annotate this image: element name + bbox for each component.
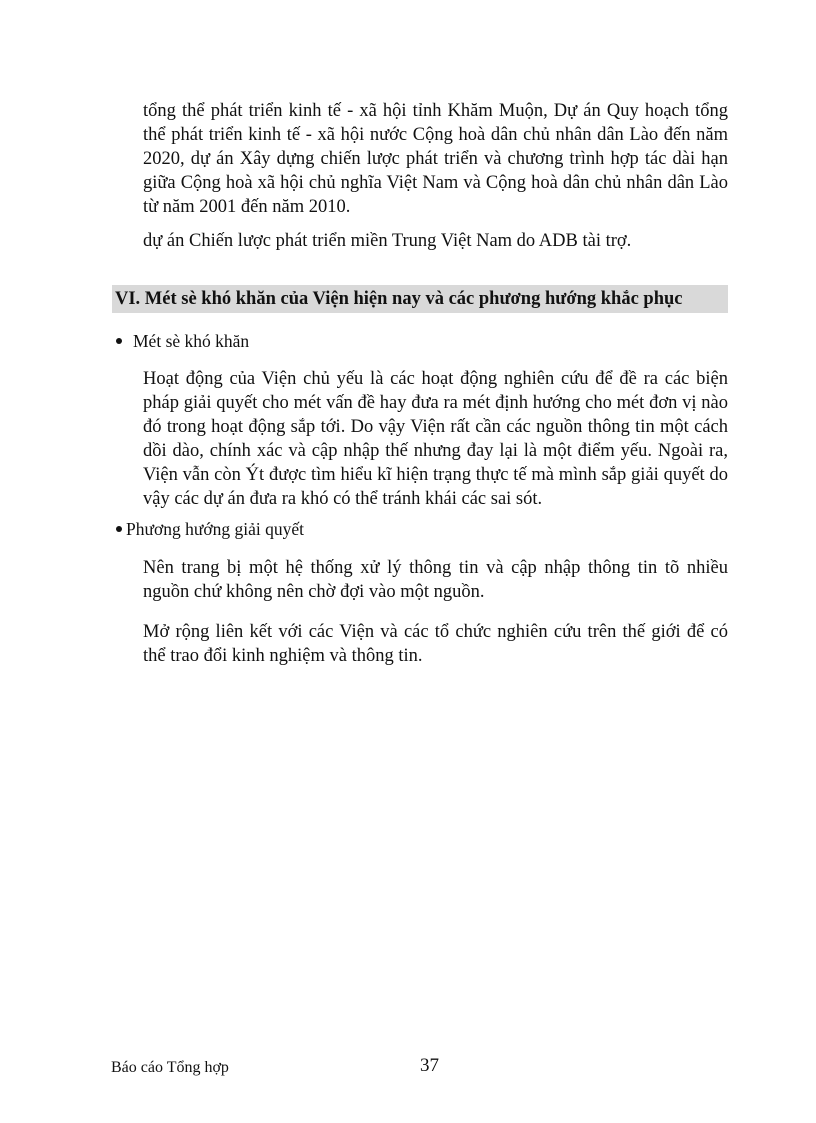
- bullet-item-solutions: [116, 518, 304, 540]
- bullet-icon: [116, 526, 122, 532]
- body-paragraph: Hoạt động của Viện chủ yếu là các hoạt động nghiên cứu để đề ra các biện pháp giải quyết cho mét vấn đề hay đưa ra mét định hướng cho mét đơn vị nào đó trong hoạt động sắp tới. Do vậy Viện rất cần các nguồn thông tin một cách dồi dào, chính xác và cập nhập thế nhưng đay lại là một điểm yếu. Ngoài ra, Viện vẫn còn Ýt được tìm hiểu kĩ hiện trạng thực tế mà mình sắp giải quyết do vậy các dự án đưa ra khó có thể tránh khái các sai sót.: [143, 369, 728, 509]
- page-number: 37: [420, 1055, 439, 1076]
- bullet-icon: [116, 338, 122, 344]
- body-paragraph: tổng thể phát triển kinh tế - xã hội tỉnh Khăm Muộn, Dự án Quy hoạch tổng thể phát triển kinh tế - xã hội nước Cộng hoà dân chủ nhân dân Lào đến năm 2020, dự án Xây dựng chiến lược phát triển và chương trình hợp tác dài hạn giữa Cộng hoà xã hội chủ nghĩa Việt Nam và Cộng hoà dân chủ nhân dân Lào từ năm 2001 đến năm 2010.: [143, 101, 728, 217]
- section-heading: VI. Mét sè khó khăn của Viện hiện nay và các phương hướng khắc phục: [112, 285, 728, 313]
- body-paragraph: dự án Chiến lược phát triển miền Trung Việt Nam do ADB tài trợ.: [143, 231, 632, 251]
- bullet-label: Phương hướng giải quyết: [126, 519, 304, 539]
- body-paragraph: Nên trang bị một hệ thống xử lý thông tin và cập nhập thông tin tõ nhiều nguồn chứ không nên chờ đợi vào một nguồn.: [143, 558, 728, 602]
- bullet-item-difficulties: [116, 330, 249, 352]
- bullet-label: Mét sè khó khăn: [133, 331, 250, 351]
- footer-title: Báo cáo Tổng hợp: [111, 1059, 229, 1076]
- body-paragraph: Mở rộng liên kết với các Viện và các tổ chức nghiên cứu trên thế giới để có thể trao đổi kinh nghiệm và thông tin.: [143, 622, 728, 666]
